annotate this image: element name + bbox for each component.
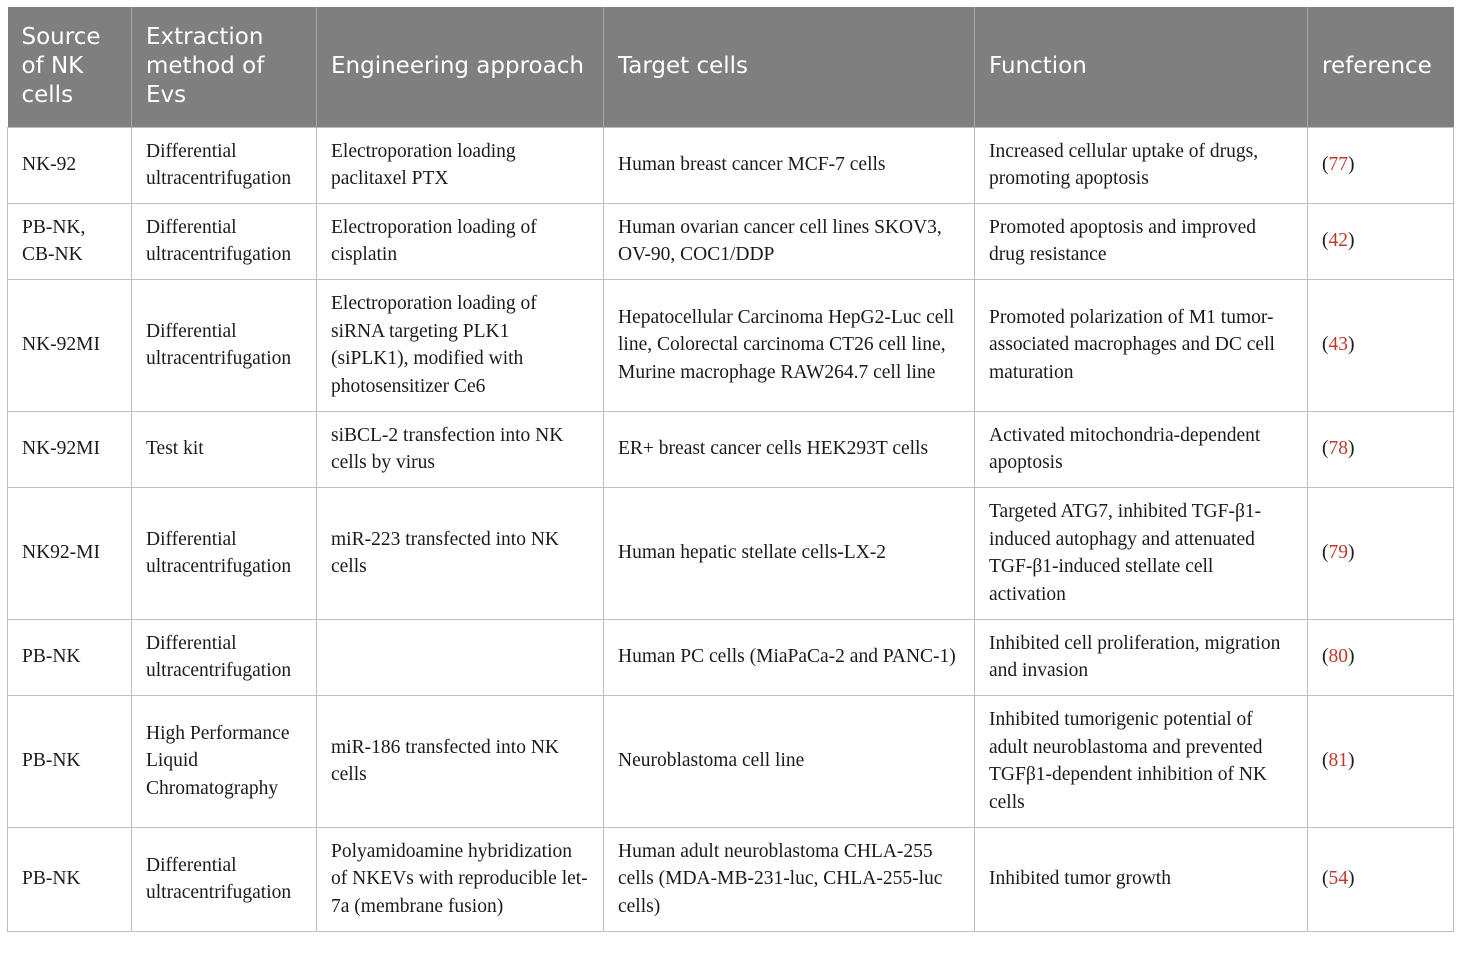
cell-engineering: Electroporation loading of cisplatin bbox=[317, 203, 604, 279]
cell-function: Inhibited tumorigenic potential of adult neuroblastoma and prevented TGFβ1-dependent inhibition of NK cells bbox=[975, 695, 1308, 827]
cell-engineering: siBCL-2 transfection into NK cells by virus bbox=[317, 411, 604, 487]
table-row bbox=[8, 411, 1454, 487]
cell-reference: (43) bbox=[1308, 279, 1454, 411]
table-row bbox=[8, 127, 1454, 203]
cell-extraction: Differential ultracentrifugation bbox=[132, 279, 317, 411]
cell-function: Activated mitochondria-dependent apoptosis bbox=[975, 411, 1308, 487]
cell-extraction: Differential ultracentrifugation bbox=[132, 127, 317, 203]
cell-source: NK-92 bbox=[8, 127, 132, 203]
cell-extraction: High Performance Liquid Chromatography bbox=[132, 695, 317, 827]
cell-engineering: miR-186 transfected into NK cells bbox=[317, 695, 604, 827]
cell-target: Human hepatic stellate cells-LX-2 bbox=[604, 487, 975, 619]
header-reference: reference bbox=[1308, 7, 1454, 127]
reference-link[interactable]: 80 bbox=[1328, 646, 1348, 668]
cell-function: Inhibited tumor growth bbox=[975, 827, 1308, 931]
cell-reference: (79) bbox=[1308, 487, 1454, 619]
cell-extraction: Differential ultracentrifugation bbox=[132, 827, 317, 931]
cell-target: Human adult neuroblastoma CHLA-255 cells (MDA-MB-231-luc, CHLA-255-luc cells) bbox=[604, 827, 975, 931]
reference-link[interactable]: 81 bbox=[1328, 750, 1348, 772]
cell-source: NK92-MI bbox=[8, 487, 132, 619]
cell-engineering: Polyamidoamine hybridization of NKEVs with reproducible let-7a (membrane fusion) bbox=[317, 827, 604, 931]
nk-evs-table bbox=[7, 7, 1454, 932]
cell-source: NK-92MI bbox=[8, 411, 132, 487]
cell-function: Targeted ATG7, inhibited TGF-β1-induced autophagy and attenuated TGF-β1-induced stellate cell activation bbox=[975, 487, 1308, 619]
cell-reference: (54) bbox=[1308, 827, 1454, 931]
table-row bbox=[8, 279, 1454, 411]
cell-source: PB-NK bbox=[8, 619, 132, 695]
cell-reference: (77) bbox=[1308, 127, 1454, 203]
reference-link[interactable]: 43 bbox=[1328, 334, 1348, 356]
cell-function: Promoted polarization of M1 tumor-associated macrophages and DC cell maturation bbox=[975, 279, 1308, 411]
cell-function: Promoted apoptosis and improved drug resistance bbox=[975, 203, 1308, 279]
header-source: Source of NK cells bbox=[8, 7, 132, 127]
cell-target: Hepatocellular Carcinoma HepG2-Luc cell line, Colorectal carcinoma CT26 cell line, Murine macrophage RAW264.7 cell line bbox=[604, 279, 975, 411]
header-target: Target cells bbox=[604, 7, 975, 127]
cell-reference: (42) bbox=[1308, 203, 1454, 279]
cell-extraction: Test kit bbox=[132, 411, 317, 487]
cell-source: PB-NK, CB-NK bbox=[8, 203, 132, 279]
reference-link[interactable]: 54 bbox=[1328, 868, 1348, 890]
cell-engineering: Electroporation loading paclitaxel PTX bbox=[317, 127, 604, 203]
cell-reference: (81) bbox=[1308, 695, 1454, 827]
reference-link[interactable]: 79 bbox=[1328, 542, 1348, 564]
cell-function: Increased cellular uptake of drugs, promoting apoptosis bbox=[975, 127, 1308, 203]
cell-engineering: Electroporation loading of siRNA targeting PLK1 (siPLK1), modified with photosensitizer Ce6 bbox=[317, 279, 604, 411]
table-container bbox=[7, 7, 1453, 932]
reference-link[interactable]: 77 bbox=[1328, 154, 1348, 176]
table-row bbox=[8, 203, 1454, 279]
cell-reference: (80) bbox=[1308, 619, 1454, 695]
table-row bbox=[8, 827, 1454, 931]
header-function: Function bbox=[975, 7, 1308, 127]
cell-target: ER+ breast cancer cells HEK293T cells bbox=[604, 411, 975, 487]
cell-target: Human ovarian cancer cell lines SKOV3, OV-90, COC1/DDP bbox=[604, 203, 975, 279]
reference-link[interactable]: 42 bbox=[1328, 230, 1348, 252]
cell-source: PB-NK bbox=[8, 827, 132, 931]
header-row bbox=[8, 7, 1454, 127]
table-row bbox=[8, 695, 1454, 827]
header-engineering: Engineering approach bbox=[317, 7, 604, 127]
cell-engineering: miR-223 transfected into NK cells bbox=[317, 487, 604, 619]
cell-extraction: Differential ultracentrifugation bbox=[132, 619, 317, 695]
cell-extraction: Differential ultracentrifugation bbox=[132, 487, 317, 619]
table-row bbox=[8, 487, 1454, 619]
cell-reference: (78) bbox=[1308, 411, 1454, 487]
cell-target: Human breast cancer MCF-7 cells bbox=[604, 127, 975, 203]
header-extraction: Extraction method of Evs bbox=[132, 7, 317, 127]
cell-engineering bbox=[317, 619, 604, 695]
cell-target: Neuroblastoma cell line bbox=[604, 695, 975, 827]
cell-source: PB-NK bbox=[8, 695, 132, 827]
cell-target: Human PC cells (MiaPaCa-2 and PANC-1) bbox=[604, 619, 975, 695]
cell-extraction: Differential ultracentrifugation bbox=[132, 203, 317, 279]
cell-function: Inhibited cell proliferation, migration and invasion bbox=[975, 619, 1308, 695]
cell-source: NK-92MI bbox=[8, 279, 132, 411]
reference-link[interactable]: 78 bbox=[1328, 438, 1348, 460]
table-row bbox=[8, 619, 1454, 695]
